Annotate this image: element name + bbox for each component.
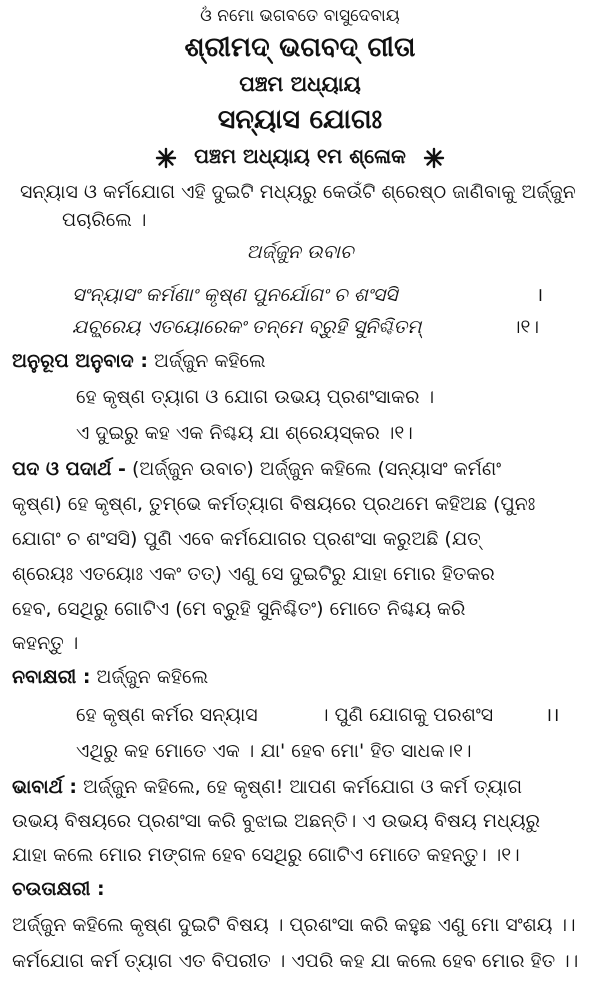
verse-heading-row [0, 146, 600, 169]
padartha-line: ହେବ, ସେଥିରୁ ଗୋଟିଏ (ମେ ବ୍ରୁହି ସୁନିଶ୍ଚିତଂ) ମୋତେ ନିଶ୍ଚୟ କରି [12, 598, 466, 620]
bhavartha-label: ଭାବାର୍ଥ : [12, 776, 78, 798]
bhavartha-first-row [12, 778, 522, 797]
bhavartha-line: ଅର୍ଜ୍ଜୁନ କହିଲେ, ହେ କୃଷ୍ଣ! ଆପଣ କର୍ମଯୋଗ ଓ କର୍ମ ତ୍ୟାଗ [83, 776, 523, 798]
verse-line-2: ଯଚ୍ଛ୍ରେୟ ଏତୟୋରେକଂ ତନ୍ମେ ବ୍ରୁହି ସୁନିଶ୍ଚିତମ୍ [72, 316, 422, 338]
padartha-line: ଯୋଗଂ ଚ ଶଂସସି) ପୁଣି ଏବେ କର୍ମଯୋଗର ପ୍ରଶଂସା କରୁଅଛି (ଯତ୍ [12, 528, 481, 550]
chautakshari-line: ଅର୍ଜ୍ଜୁନ କହିଲେ କୃଷ୍ଣ ଦୁଇଟି ବିଷୟ । ପ୍ରଶଂସା କରି କହୁଛ ଏଣୁ ମୋ ସଂଶୟ ।। [12, 914, 576, 936]
verse-line-1: ସଂନ୍ୟାସଂ କର୍ମଣାଂ କୃଷ୍ଣ ପୁନର୍ଯୋଗଂ ଚ ଶଂସସି [72, 284, 398, 306]
anurupa-label: ଅନୁରୂପ ଅନୁବାଦ : [12, 350, 148, 372]
verse-line-1-mark: । [536, 284, 544, 306]
chautakshari-line: କର୍ମଯୋଗ କର୍ମ ତ୍ୟାଗ ଏତ ବିପରୀତ । ଏପରି କହ ଯା କଲେ ହେବ ମୋର ହିତ ।। [12, 950, 579, 972]
nabakshari-line-2: ଏଥିରୁ କହ ମୋତେ ଏକ । ଯା' ହେବ ମୋ' ହିତ ସାଧକ।୧। [76, 740, 472, 762]
intro-line: ପଚାରିଲେ । [62, 209, 147, 231]
asterisk-ornament-icon [155, 147, 177, 169]
bhavartha-line: ଉଭୟ ବିଷୟରେ ପ୍ରଶଂସା କରି ବୁଝାଇ ଅଛନ୍ତି। ଏ ଉଭୟ ବିଷୟ ମଧ୍ୟରୁ [12, 810, 541, 832]
anurupa-lead: ଅର୍ଜ୍ଜୁନ କହିଲେ [154, 350, 266, 372]
yoga-title: ସନ୍ୟାସ ଯୋଗଃ [217, 104, 383, 135]
padartha-line: ଶ୍ରେୟଃ ଏତୟୋଃ ଏକଂ ତତ୍) ଏଣୁ ସେ ଦୁଇଟିରୁ ଯାହା ମୋର ହିତକର [12, 563, 495, 585]
nabakshari-line-1a: ହେ କୃଷ୍ଣ କର୍ମର ସନ୍ୟାସ [76, 704, 258, 726]
intro-line: ସନ୍ୟାସ ଓ କର୍ମଯୋଗ ଏହି ଦୁଇଟି ମଧ୍ୟରୁ କେଉଁଟି ଶ୍ରେଷ୍ଠ ଜାଣିବାକୁ ଅର୍ଜ୍ଜୁନ [20, 181, 576, 203]
anurupa-line: ଏ ଦୁଇରୁ କହ ଏକ ନିଶ୍ଚୟ ଯା ଶ୍ରେୟସ୍କର ।୧। [76, 422, 413, 444]
nabakshari-lead: ଅର୍ଜ୍ଜୁନ କହିଲେ [96, 666, 209, 688]
nabakshari-label: ନବାକ୍ଷରୀ : [12, 666, 91, 688]
padartha-first-row [12, 460, 501, 479]
invocation-line: ଓଁ ନମୋ ଭଗବତେ ବାସୁଦେବାୟ [200, 6, 400, 26]
verse-line-2-mark: ।୧। [512, 316, 539, 338]
anurupa-line: ହେ କୃଷ୍ଣ ତ୍ୟାଗ ଓ ଯୋଗ ଉଭୟ ପ୍ରଶଂସାକର । [76, 386, 435, 408]
padartha-line: କୃଷ୍ଣ) ହେ କୃଷ୍ଣ, ତୁମ୍ଭେ କର୍ମତ୍ୟାଗ ବିଷୟରେ ପ୍ରଥମେ କହିଅଛ (ପୁନଃ [12, 493, 536, 515]
padartha-line: କହନ୍ତୁ । [12, 632, 79, 654]
verse-heading: ପଞ୍ଚମ ଅଧ୍ୟାୟ ୧ମ ଶ୍ଳୋକ [194, 144, 406, 168]
verse-speaker: ଅର୍ଜ୍ଜୁନ ଉବାଚ [246, 241, 354, 263]
padartha-label: ପଦ ଓ ପଦାର୍ଥ - [12, 458, 126, 480]
book-title: ଶ୍ରୀମଦ୍ ଭଗବଦ୍ ଗୀତା [184, 32, 416, 63]
chautakshari-label: ଚଉତାକ୍ଷରୀ : [12, 878, 105, 900]
padartha-line: (ଅର୍ଜ୍ଜୁନ ଉବାଚ) ଅର୍ଜ୍ଜୁନ କହିଲେ (ସନ୍ୟାସଂ କର୍ମଣଂ [131, 458, 502, 480]
asterisk-ornament-icon [423, 147, 445, 169]
nabakshari-line-1b: । ପୁଣି ଯୋଗକୁ ପରଶଂସ [320, 704, 494, 726]
nabakshari-line-1-mark: ।। [545, 704, 560, 726]
anurupa-heading-row [12, 352, 266, 371]
bhavartha-line: ଯାହା କଲେ ମୋର ମଙ୍ଗଳ ହେବ ସେଥିରୁ ଗୋଟିଏ ମୋତେ କହନ୍ତୁ। ।୧। [12, 844, 520, 866]
chapter-title: ପଞ୍ଚମ ଅଧ୍ୟାୟ [239, 72, 361, 96]
nabakshari-heading-row [12, 668, 208, 687]
